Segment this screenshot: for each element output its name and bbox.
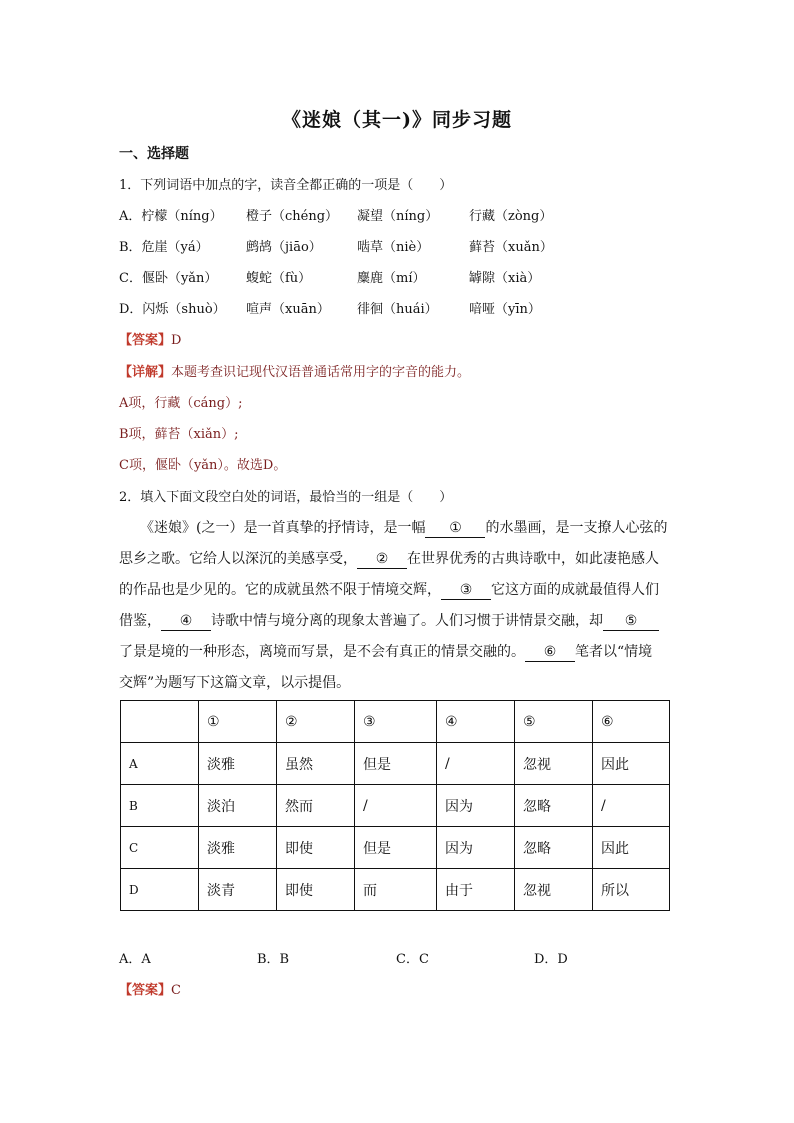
table-cell: 所以 xyxy=(593,869,670,911)
q1-option-a-4: 行藏（zòng） xyxy=(469,209,553,224)
passage-line-3: 的作品也是少见的。它的成就虽然不限于情境交辉， ③ 它这方面的成就最值得人们 xyxy=(119,582,659,598)
passage-line-2: 思乡之歌。它给人以深沉的美感享受， ② 在世界优秀的古典诗歌中，如此凄艳感人 xyxy=(119,551,659,567)
passage-line-1: 《迷娘》(之一）是一首真挚的抒情诗，是一幅 ① 的水墨画，是一支撩人心弦的 xyxy=(119,520,668,536)
table-cell: 淡雅 xyxy=(199,827,277,869)
table-cell: 因此 xyxy=(593,743,670,785)
table-row xyxy=(121,869,670,911)
question-2-stem: 2．填入下面文段空白处的词语，最恰当的一组是（ ） xyxy=(119,490,453,505)
q1-option-a-3: 凝望（níng） xyxy=(357,209,439,224)
table-cell: 但是 xyxy=(355,827,437,869)
blank-1: ① xyxy=(425,519,485,538)
q2-choice-b: B．B xyxy=(257,952,290,967)
answer-label: 【答案】 xyxy=(119,983,172,998)
table-cell: 由于 xyxy=(437,869,515,911)
table-cell: / xyxy=(355,785,437,827)
table-cell: ② xyxy=(277,701,355,743)
q2-choice-a: A．A xyxy=(119,952,151,967)
detail-text: 本题考查识记现代汉语普通话常用字的字音的能力。 xyxy=(171,365,471,380)
table-cell: 忽略 xyxy=(515,827,593,869)
q2-choice-d: D．D xyxy=(534,952,568,967)
table-cell: 因此 xyxy=(593,827,670,869)
table-cell: ⑥ xyxy=(593,701,670,743)
detail-line-c: C项，偃卧（yǎn）。故选D。 xyxy=(119,458,287,473)
q2-answer xyxy=(119,982,181,1000)
q1-option-d-3: 徘徊（huái） xyxy=(357,302,438,317)
q1-option-c-2: 蝮蛇（fù） xyxy=(246,271,312,286)
q2-passage xyxy=(119,513,675,699)
answer-label: 【答案】 xyxy=(119,333,172,348)
table-cell: A xyxy=(121,743,199,785)
table-cell: 忽略 xyxy=(515,785,593,827)
table-cell: 忽视 xyxy=(515,869,593,911)
table-cell: ③ xyxy=(355,701,437,743)
answer-value: C xyxy=(171,983,181,998)
table-cell: D xyxy=(121,869,199,911)
table-cell: / xyxy=(437,743,515,785)
table-cell: 忽视 xyxy=(515,743,593,785)
blank-6: ⑥ xyxy=(525,643,575,662)
table-row xyxy=(121,743,670,785)
q1-option-c-4: 罅隙（xià） xyxy=(469,271,541,286)
table-row xyxy=(121,827,670,869)
table-cell: 虽然 xyxy=(277,743,355,785)
q1-detail xyxy=(119,364,470,382)
detail-label: 【详解】 xyxy=(119,365,172,380)
section-heading: 一、选择题 xyxy=(119,146,189,162)
table-cell: ① xyxy=(199,701,277,743)
question-1-stem: 1．下列词语中加点的字，读音全都正确的一项是（ ） xyxy=(119,178,453,193)
q1-option-d-1: D．闪烁（shuò） xyxy=(119,302,226,317)
q1-option-b-1: B．危崖（yá） xyxy=(119,240,209,255)
table-cell: 即使 xyxy=(277,869,355,911)
blank-2: ② xyxy=(357,550,407,569)
table-cell: 因为 xyxy=(437,827,515,869)
q2-choice-c: C．C xyxy=(396,952,429,967)
detail-line-b: B项，藓苔（xiǎn）; xyxy=(119,427,239,442)
q1-option-b-4: 藓苔（xuǎn） xyxy=(469,240,553,255)
table-cell: C xyxy=(121,827,199,869)
table-cell: 然而 xyxy=(277,785,355,827)
passage-line-5: 了景是境的一种形态，离境而写景，是不会有真正的情景交融的。 ⑥ 笔者以“情境 xyxy=(119,644,653,660)
page-title: 《迷娘（其一)》同步习题 xyxy=(282,109,512,131)
table-cell: ④ xyxy=(437,701,515,743)
q1-option-a-2: 橙子（chéng） xyxy=(246,209,339,224)
table-cell xyxy=(121,701,199,743)
table-cell: 淡泊 xyxy=(199,785,277,827)
blank-4: ④ xyxy=(161,612,211,631)
detail-line-a: A项，行藏（cáng）; xyxy=(119,396,243,411)
table-cell: ⑤ xyxy=(515,701,593,743)
q1-option-d-2: 喧声（xuān） xyxy=(246,302,330,317)
q1-option-d-4: 喑哑（yīn） xyxy=(469,302,541,317)
table-row xyxy=(121,785,670,827)
q1-option-b-2: 鹧鸪（jiāo） xyxy=(246,240,322,255)
table-cell: 即使 xyxy=(277,827,355,869)
q1-option-a-1: A．柠檬（níng） xyxy=(119,209,223,224)
table-cell: 但是 xyxy=(355,743,437,785)
q2-options-table xyxy=(120,700,670,911)
table-cell: / xyxy=(593,785,670,827)
table-cell: 因为 xyxy=(437,785,515,827)
passage-line-6: 交辉”为题写下这篇文章，以示提倡。 xyxy=(119,675,351,691)
table-header-row xyxy=(121,701,670,743)
q1-option-c-3: 麋鹿（mí） xyxy=(357,271,426,286)
table-cell: 淡雅 xyxy=(199,743,277,785)
q1-answer xyxy=(119,332,181,350)
table-cell: B xyxy=(121,785,199,827)
answer-value: D xyxy=(171,333,182,348)
table-cell: 淡青 xyxy=(199,869,277,911)
passage-line-4: 借鉴， ④ 诗歌中情与境分离的现象太普遍了。人们习惯于讲情景交融，却 ⑤ xyxy=(119,606,675,637)
q1-option-c-1: C．偃卧（yǎn） xyxy=(119,271,218,286)
table-cell: 而 xyxy=(355,869,437,911)
blank-5: ⑤ xyxy=(603,612,659,631)
q1-option-b-3: 啮草（niè） xyxy=(357,240,430,255)
blank-3: ③ xyxy=(441,581,491,600)
